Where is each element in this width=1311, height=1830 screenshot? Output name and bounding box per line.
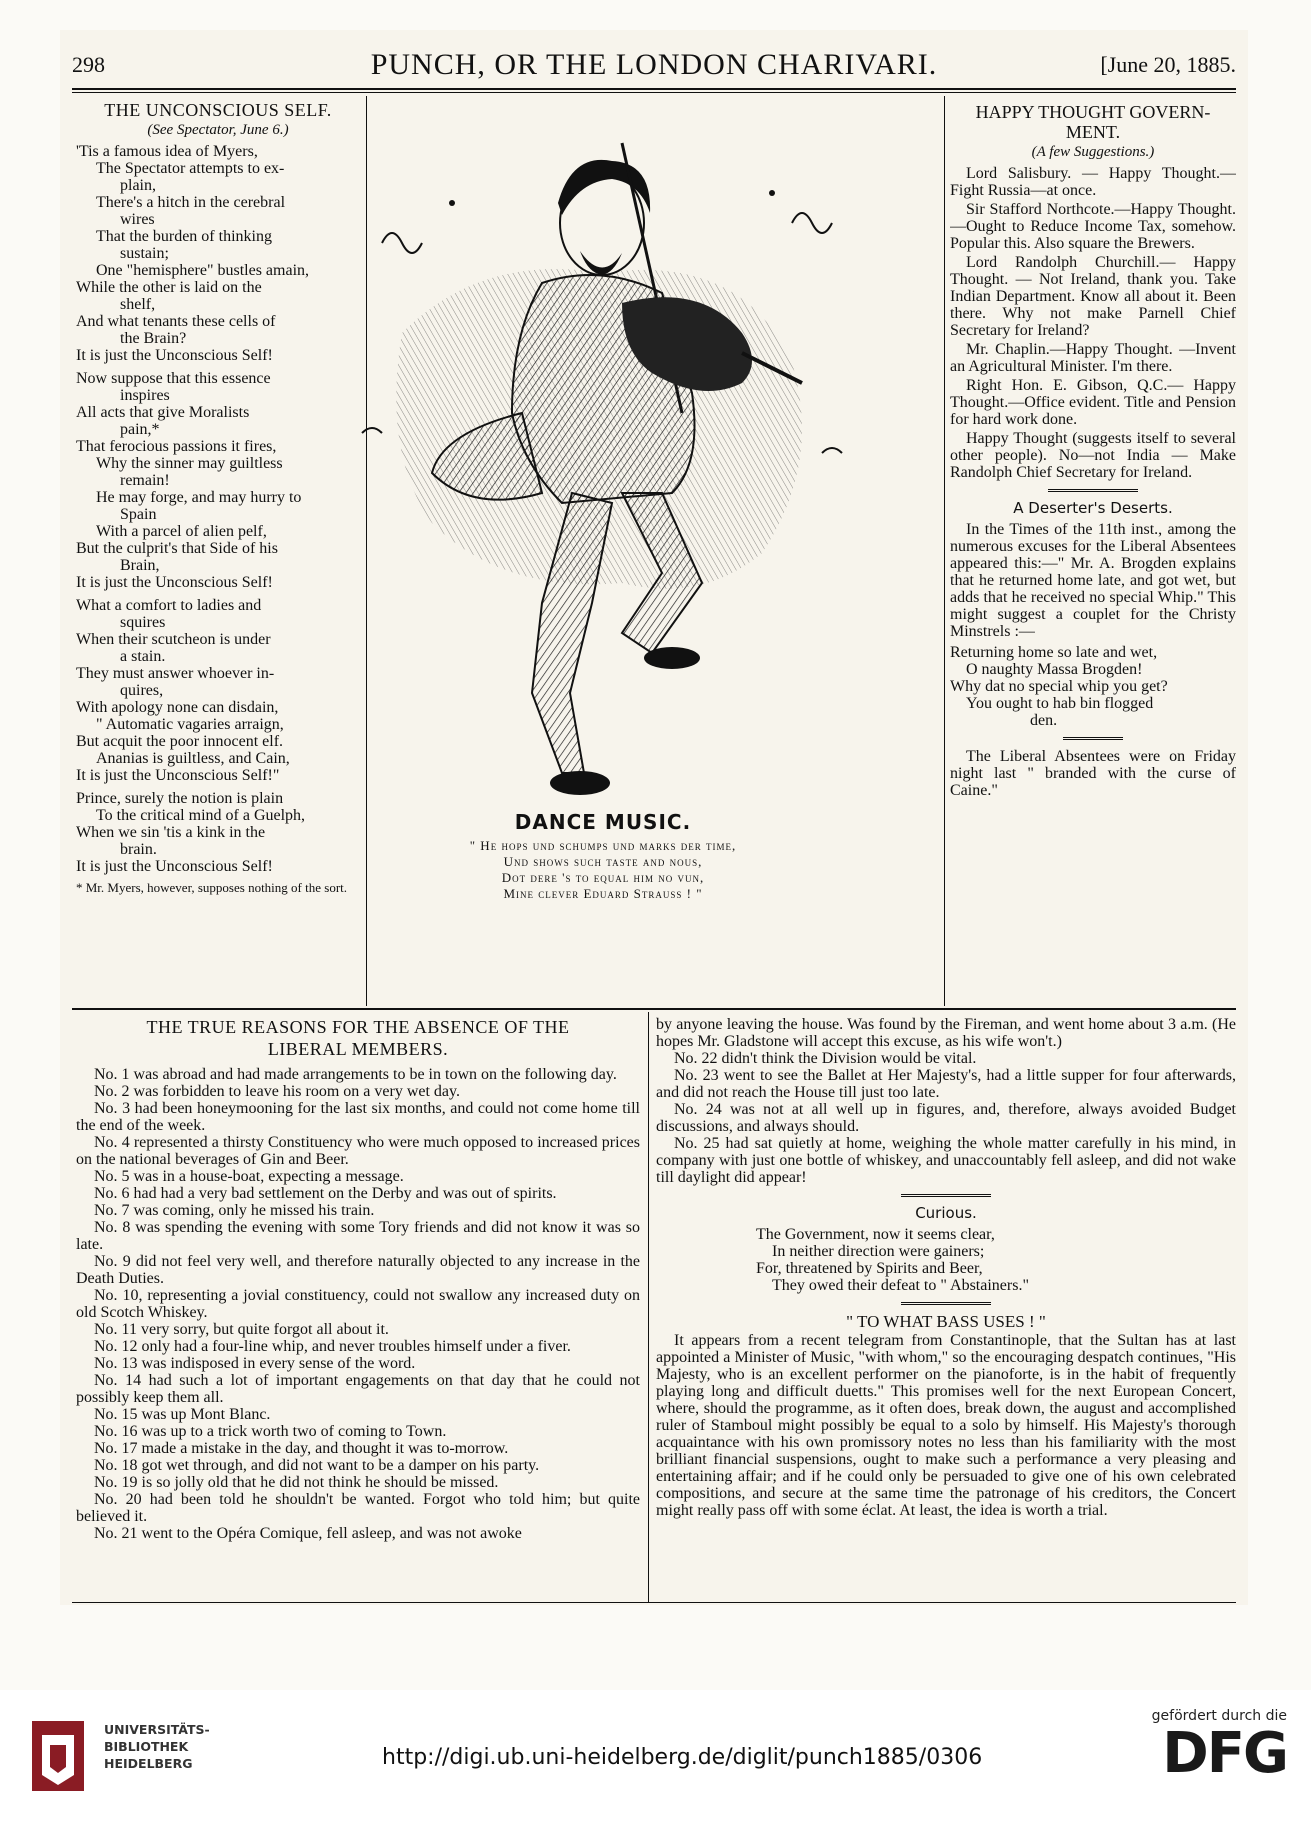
poem-line: While the other is laid on the (76, 279, 262, 296)
poem-line: The Spectator attempts to ex- (96, 160, 285, 177)
reason-item: No. 2 was forbidden to leave his room on a very wet day. (94, 1083, 460, 1100)
poem-line: That ferocious passions it fires, (76, 438, 277, 455)
poem-line: With apology none can disdain, (76, 699, 279, 716)
poem-line: Ananias is guiltless, and Cain, (96, 750, 290, 767)
poem-line: " Automatic vagaries arraign, (96, 716, 284, 733)
bass-paragraph: It appears from a recent telegram from Constantinople, that the Sultan has at last appointed a Minister of Music, "with whom," so the encouraging despatch continues, "His Majesty, who is an excellent performer on the pianoforte, is in the habit of frequently playing long and difficult duetts." This promises well for the next European Concert, where, should the programme, as it often does, break down, the august and accomplished ruler of Stamboul might possibly be equal to a solo by himself. His Majesty's thorough acquaintance with his own promissory notes no less than his familiarity with the most brilliant financial suspensions, ought to make such a performance a very pleasing and entertaining affair; and if he could only be persuaded to give one of his own celebrated compositions, and secure at the same time the patronage of his creditors, the Concert might really pass off with some éclat. At least, the idea is worth a trial. (656, 1332, 1236, 1519)
section-divider (1063, 737, 1123, 740)
happy-thought-body (950, 165, 1236, 481)
reason-item: No. 10, representing a jovial constituency, could not swallow any increased duty on old Scotch Whiskey. (76, 1287, 640, 1321)
poem-stanza (76, 143, 360, 364)
deserter-verse (950, 644, 1236, 729)
poem-line: Prince, surely the notion is plain (76, 790, 284, 807)
poem-line: That the burden of thinking (96, 228, 272, 245)
happy-thought-paragraph: Lord Salisbury. — Happy Thought.—Fight Russia—at once. (950, 165, 1236, 199)
university-seal-icon (30, 1715, 90, 1795)
source-url[interactable]: http://digi.ub.uni-heidelberg.de/diglit/punch1885/0306 (382, 1745, 983, 1770)
curious-line: In neither direction were gainers; (772, 1243, 985, 1260)
reason-item: No. 16 was up to a trick worth two of coming to Town. (94, 1423, 447, 1440)
newspaper-page (60, 30, 1248, 1605)
poem-line: Brain, (120, 557, 160, 574)
reason-item: No. 3 had been honeymooning for the last six months, and could not come home till the end of the week. (76, 1100, 640, 1134)
dance-music-cartoon (322, 90, 884, 896)
section-divider (901, 1302, 991, 1305)
happy-thought-title: HAPPY THOUGHT GOVERN-MENT. (975, 102, 1211, 142)
page-number: 298 (72, 52, 105, 77)
curious-line: For, threatened by Spirits and Beer, (756, 1260, 983, 1277)
reason-item: No. 25 had sat quietly at home, weighing the whole matter carefully in his mind, in company with just one bottle of whiskey, and unaccountably fell asleep, and did not wake till daylight did appear! (656, 1135, 1236, 1186)
poem-line: It is just the Unconscious Self! (76, 347, 273, 364)
true-reasons-column (76, 1016, 640, 1596)
poem-line: Why the sinner may guiltless (96, 455, 283, 472)
poem-stanza (76, 790, 360, 875)
true-reasons-title: THE TRUE REASONS FOR THE ABSENCE OF THE LIBERAL MEMBERS. (146, 1017, 570, 1059)
poem-stanza (76, 597, 360, 784)
column-rule (648, 1012, 649, 1602)
reason-item: by anyone leaving the house. Was found by the Fireman, and went home about 3 a.m. (He hopes Mr. Gladstone will accept this excuse, as his wife won't.) (656, 1016, 1236, 1050)
curious-line: They owed their defeat to " Abstainers." (772, 1277, 1029, 1294)
poem-line: It is just the Unconscious Self!" (76, 767, 280, 784)
reason-item: No. 12 only had a four-line whip, and never troubles himself under a fiver. (94, 1338, 571, 1355)
reason-item: No. 8 was spending the evening with some Tory friends and did not know it was so late. (76, 1219, 640, 1253)
happy-thought-paragraph: Mr. Chaplin.—Happy Thought. —Invent an Agricultural Minister. I'm there. (950, 341, 1236, 375)
library-name-line: UNIVERSITÄTS- (104, 1722, 210, 1737)
cartoon-caption (322, 810, 884, 902)
curious-line: The Government, now it seems clear, (756, 1226, 995, 1243)
poem-line: wires (120, 211, 155, 228)
poem-stanzas (76, 143, 360, 875)
poem-line: brain. (120, 841, 157, 858)
reason-item: No. 22 didn't think the Division would be vital. (674, 1050, 977, 1067)
deserter-verse-line: You ought to hab bin flogged (966, 695, 1154, 712)
true-reasons-list (76, 1066, 640, 1542)
poem-line: All acts that give Moralists (76, 404, 250, 421)
poem-line: What a comfort to ladies and (76, 597, 262, 614)
library-name-line: HEIDELBERG (104, 1756, 193, 1771)
page-header (72, 42, 1236, 88)
curious-title: Curious. (915, 1204, 977, 1222)
reason-item: No. 13 was indisposed in every sense of the word. (94, 1355, 416, 1372)
funding-text: gefördert durch die (1151, 1708, 1287, 1724)
reason-item: No. 1 was abroad and had made arrangements to be in town on the following day. (94, 1066, 617, 1083)
poem-line: To the critical mind of a Guelph, (96, 807, 306, 824)
deserter-title: A Deserter's Deserts. (1013, 499, 1173, 517)
reason-item: No. 23 went to see the Ballet at Her Majesty's, had a little supper for four afterwards, and did not reach the House till just too late. (656, 1067, 1236, 1101)
poem-line: sustain; (120, 245, 169, 262)
poem-line: There's a hitch in the cerebral (96, 194, 286, 211)
page-title: PUNCH, OR THE LONDON CHARIVARI. (370, 48, 938, 81)
column-rule (944, 96, 945, 1006)
deserter-verse-line: den. (1030, 712, 1058, 729)
poem-line: squires (120, 614, 166, 631)
library-logo[interactable] (30, 1715, 220, 1805)
section-rule (72, 1008, 1236, 1010)
poem-line: But acquit the poor innocent elf. (76, 733, 284, 750)
poem-line: He may forge, and may hurry to (96, 489, 302, 506)
poem-line: And what tenants these cells of (76, 313, 276, 330)
poem-subtitle: (See Spectator, June 6.) (147, 122, 289, 138)
deserter-verse-line: Why dat no special whip you get? (950, 678, 1168, 695)
poem-footnote: * Mr. Myers, however, supposes nothing of the sort. (76, 880, 348, 895)
reason-item: No. 21 went to the Opéra Comique, fell asleep, and was not awoke (94, 1525, 522, 1542)
right-column (950, 102, 1236, 1004)
reason-item: No. 24 was not at all well up in figures, and, therefore, always avoided Budget discussions, and always should. (656, 1101, 1236, 1135)
viewer-footer (0, 1690, 1311, 1830)
true-reasons-continued (656, 1016, 1236, 1186)
happy-thought-paragraph: Happy Thought (suggests itself to several other people). No—not India — Make Randolph Chief Secretary for Ireland. (950, 430, 1236, 481)
poem-line: One "hemisphere" bustles amain, (96, 262, 310, 279)
deserter-verse-line: Returning home so late and wet, (950, 644, 1158, 661)
reason-item: No. 9 did not feel very well, and therefore naturally objected to any increase in the Death Duties. (76, 1253, 640, 1287)
reason-item: No. 6 had had a very bad settlement on the Derby and was out of spirits. (94, 1185, 557, 1202)
poem-stanza (76, 370, 360, 591)
library-name (104, 1721, 210, 1772)
poem-line: Now suppose that this essence (76, 370, 271, 387)
poem-line: Spain (120, 506, 157, 523)
reason-item: No. 5 was in a house-boat, expecting a message. (94, 1168, 404, 1185)
poem-line: When we sin 'tis a kink in the (76, 824, 266, 841)
dfg-logo[interactable] (1137, 1708, 1287, 1784)
happy-thought-paragraph: Sir Stafford Northcote.—Happy Thought.—Ought to Reduce Income Tax, somehow. Popular this. Also square the Brewers. (950, 201, 1236, 252)
poem-line: plain, (120, 177, 156, 194)
bottom-rule (72, 1602, 1236, 1603)
happy-thought-paragraph: Right Hon. E. Gibson, Q.C.— Happy Thought.—Office evident. Title and Pension for hard work done. (950, 377, 1236, 428)
poem-line: With a parcel of alien pelf, (96, 523, 267, 540)
bass-title: " TO WHAT BASS USES ! " (846, 1312, 1046, 1331)
cartoon-verse-line: Mine clever Eduard Strauss ! " (503, 886, 703, 901)
reason-item: No. 15 was up Mont Blanc. (94, 1406, 271, 1423)
deserter-verse-line: O naughty Massa Brogden! (966, 661, 1143, 678)
cartoon-verse-line: Dot dere 's to equal him no vun, (501, 870, 705, 885)
poem-line: pain,* (120, 421, 160, 438)
happy-thought-subtitle: (A few Suggestions.) (1031, 144, 1155, 160)
cartoon-title: DANCE MUSIC. (514, 810, 692, 834)
happy-thought-paragraph: Lord Randolph Churchill.— Happy Thought. — Not Ireland, thank you. Take Indian Department. Know all about it. Been there. Why not make Parnell Chief Secretary for Ireland? (950, 254, 1236, 339)
reason-item: No. 7 was coming, only he missed his train. (94, 1202, 375, 1219)
reason-item: No. 18 got wet through, and did not want to be a damper on his party. (94, 1457, 540, 1474)
poem-line: shelf, (120, 296, 156, 313)
poem-line: remain! (120, 472, 170, 489)
library-name-line: BIBLIOTHEK (104, 1739, 189, 1754)
poem-line: They must answer whoever in- (76, 665, 275, 682)
poem-line: It is just the Unconscious Self! (76, 858, 273, 875)
deserter-paragraph: In the Times of the 11th inst., among the numerous excuses for the Liberal Absentees appeared this:—" Mr. A. Brogden explains that he returned home late, and got wet, but adds that he received no special Whip." This might suggest a couplet for the Christy Minstrels :— (950, 521, 1236, 640)
reason-item: No. 14 had such a lot of important engagements on that day that he could not possibly keep them all. (76, 1372, 640, 1406)
issue-date: [June 20, 1885. (1100, 52, 1236, 77)
poem-title: THE UNCONSCIOUS SELF. (104, 102, 332, 120)
poem-line: the Brain? (120, 330, 187, 347)
poem-line: quires, (120, 682, 164, 699)
curious-verse (656, 1226, 1236, 1294)
reason-item: No. 20 had been told he shouldn't be wanted. Forgot who told him; but quite believed it. (76, 1491, 640, 1525)
reason-item: No. 17 made a mistake in the day, and thought it was to-morrow. (94, 1440, 509, 1457)
reason-item: No. 11 very sorry, but quite forgot all about it. (94, 1321, 389, 1338)
reason-item: No. 4 represented a thirsty Constituency who were much opposed to increased prices on the national beverages of Gin and Beer. (76, 1134, 640, 1168)
deserter-closing: The Liberal Absentees were on Friday night last " branded with the curse of Caine." (950, 748, 1236, 799)
poem-line: 'Tis a famous idea of Myers, (76, 143, 258, 160)
dfg-wordmark: DFG (1162, 1721, 1287, 1786)
bottom-right-column (656, 1016, 1236, 1596)
poem-line: But the culprit's that Side of his (76, 540, 278, 557)
poem-line: a stain. (120, 648, 166, 665)
poem-column (76, 102, 360, 1004)
poem-line: It is just the Unconscious Self! (76, 574, 273, 591)
poem-line: inspires (120, 387, 170, 404)
cartoon-verse-line: Und shows such taste and nous, (503, 854, 703, 869)
poem-line: When their scutcheon is under (76, 631, 271, 648)
section-divider (1048, 489, 1138, 492)
cartoon-verse-line: " He hops und schumps und marks der time, (469, 838, 737, 853)
reason-item: No. 19 is so jolly old that he did not think he should be missed. (94, 1474, 499, 1491)
section-divider (901, 1194, 991, 1197)
